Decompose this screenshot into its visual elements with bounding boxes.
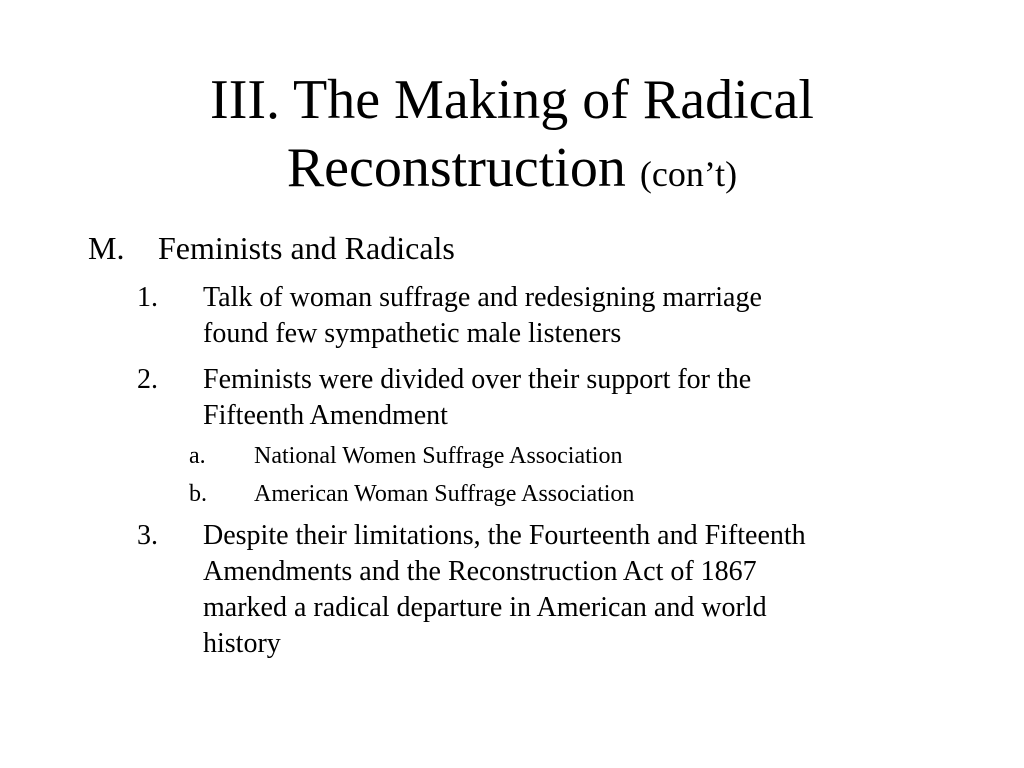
heading-marker: M.: [88, 230, 125, 266]
list-item-marker: 1.: [137, 282, 158, 313]
sub-list-item-text: American Woman Suffrage Association: [254, 481, 635, 507]
list-item-line: found few sympathetic male listeners: [203, 318, 622, 349]
title-suffix: (con’t): [639, 154, 738, 194]
list-item-line: marked a radical departure in American and world: [203, 592, 767, 623]
list-item: [137, 280, 937, 352]
title-line-2: [0, 134, 1024, 208]
heading-text: Feminists and Radicals: [158, 230, 455, 266]
heading-item: [88, 230, 988, 270]
list-item-marker: 3.: [137, 520, 158, 551]
list-item-line: Feminists were divided over their support for the: [203, 364, 752, 395]
sub-list-item: [189, 438, 889, 474]
title-line-1: III. The Making of Radical: [210, 69, 814, 131]
list-item-line: history: [203, 628, 281, 659]
sub-list-item: [189, 476, 889, 512]
list-item-line: Talk of woman suffrage and redesigning marriage: [203, 282, 762, 313]
list-item-line: Amendments and the Reconstruction Act of 1867: [203, 556, 757, 587]
list-item: [137, 362, 937, 434]
list-item-marker: 2.: [137, 364, 158, 395]
list-item: [137, 518, 987, 662]
sub-list-item-marker: b.: [189, 481, 207, 507]
sub-list-item-text: National Women Suffrage Association: [254, 443, 623, 469]
list-item-line: Fifteenth Amendment: [203, 400, 448, 431]
title-main: Reconstruction: [286, 137, 626, 199]
sub-list-item-marker: a.: [189, 443, 206, 469]
list-item-line: Despite their limitations, the Fourteenth and Fifteenth: [203, 520, 806, 551]
slide-title: [0, 66, 1024, 208]
